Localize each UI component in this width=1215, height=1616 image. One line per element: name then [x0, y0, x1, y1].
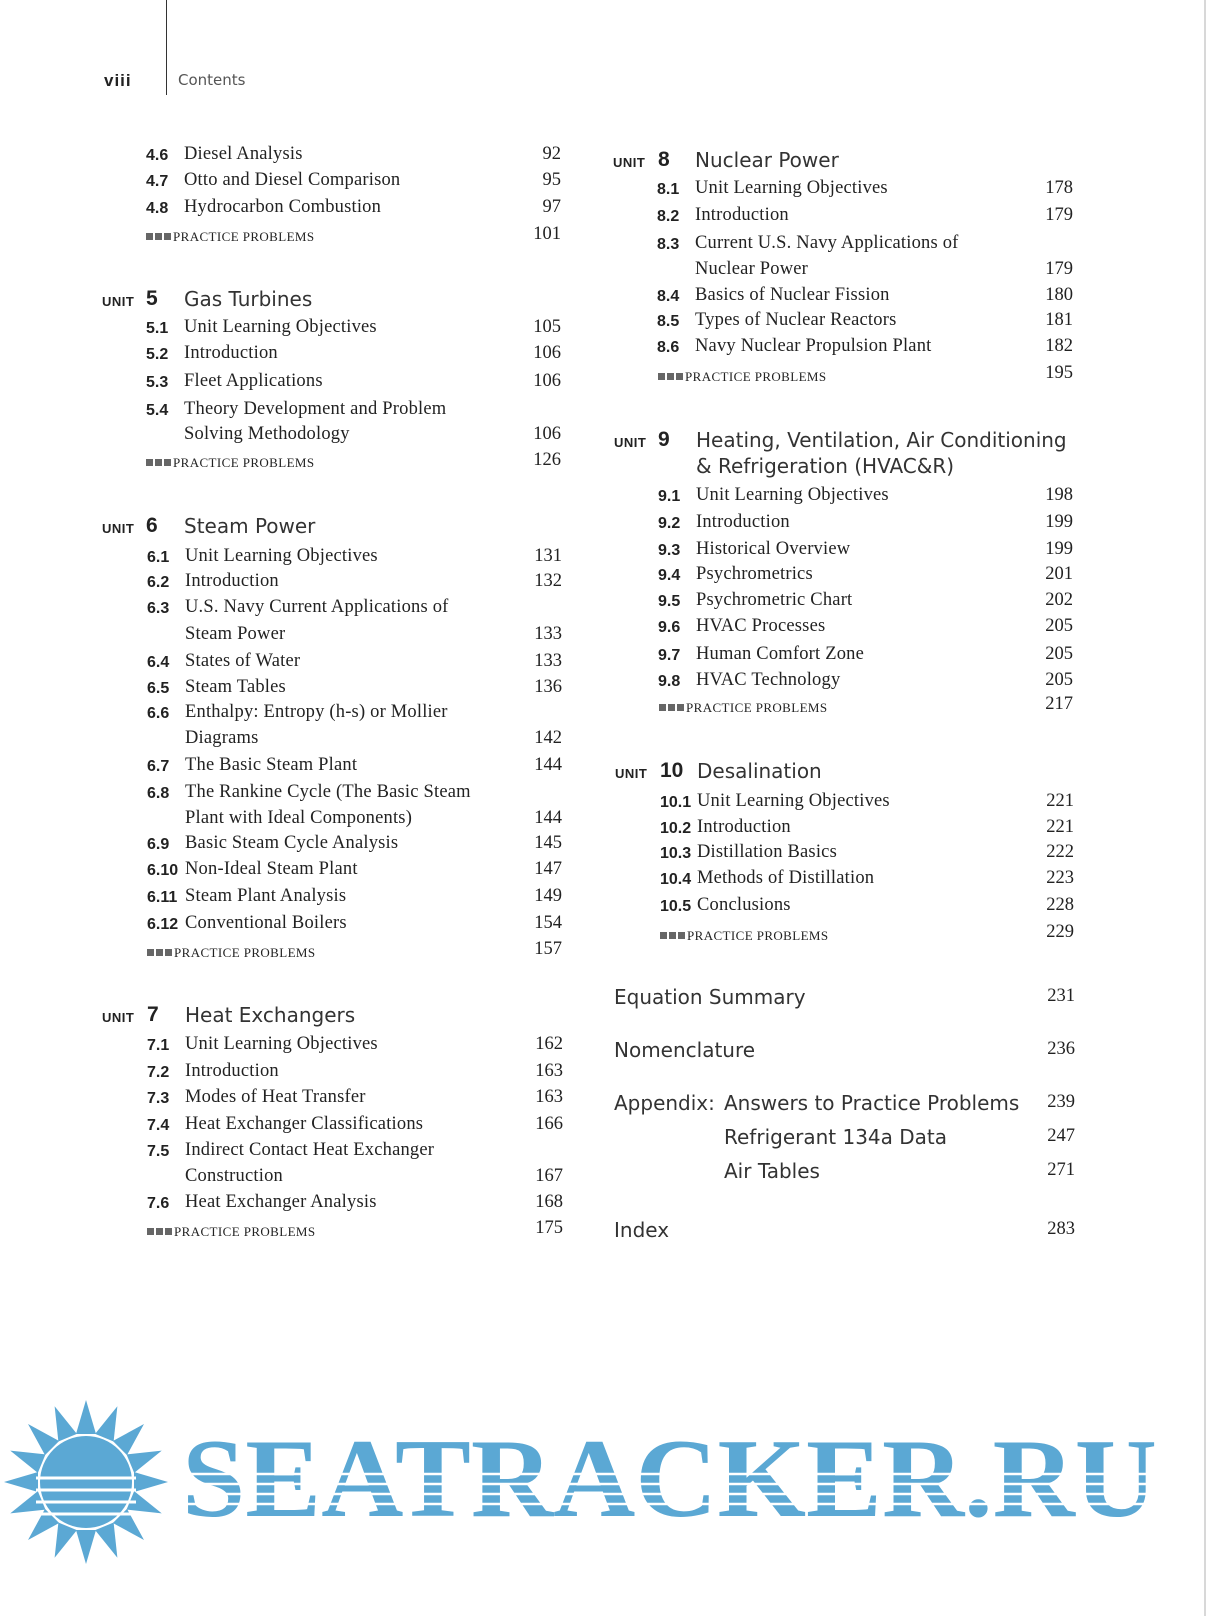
- section-title[interactable]: Hydrocarbon Combustion: [184, 197, 382, 217]
- section-title[interactable]: Psychrometric Chart: [696, 590, 853, 610]
- section-page: 178: [1045, 178, 1073, 198]
- section-page: 132: [534, 571, 562, 591]
- section-title[interactable]: Steam Tables: [185, 677, 286, 697]
- section-title[interactable]: Fleet Applications: [184, 371, 323, 391]
- practice-page: 157: [534, 939, 562, 959]
- section-title[interactable]: Psychrometrics: [696, 564, 813, 584]
- section-number: 8.2: [657, 208, 680, 225]
- nomenclature-page: 236: [1047, 1039, 1075, 1059]
- section-number: 4.6: [146, 147, 169, 164]
- unit-tag: UNIT: [102, 294, 135, 309]
- section-page: 168: [535, 1192, 563, 1212]
- section-number: 6.11: [147, 889, 178, 906]
- equation-summary-link[interactable]: Equation Summary: [614, 985, 806, 1009]
- section-title-cont[interactable]: Nuclear Power: [695, 259, 809, 279]
- section-number: 10.2: [660, 820, 692, 837]
- section-number: 6.9: [147, 836, 170, 853]
- section-title[interactable]: Introduction: [696, 512, 790, 532]
- section-number: 10.3: [660, 845, 692, 862]
- section-page: 142: [534, 728, 562, 748]
- section-page: 205: [1045, 670, 1073, 690]
- section-page: 145: [534, 833, 562, 853]
- section-page: 221: [1046, 817, 1074, 837]
- section-title[interactable]: Unit Learning Objectives: [184, 317, 377, 337]
- practice-problems[interactable]: [660, 928, 829, 944]
- section-page: 106: [533, 343, 561, 363]
- practice-label: PRACTICE PROBLEMS: [687, 928, 829, 943]
- equation-summary-page: 231: [1047, 986, 1075, 1006]
- section-number: 6.1: [147, 549, 170, 566]
- section-number: 7.1: [147, 1037, 170, 1054]
- section-page: 162: [535, 1034, 563, 1054]
- appendix-page: 271: [1047, 1160, 1075, 1180]
- practice-problems[interactable]: [146, 229, 315, 245]
- practice-problems[interactable]: [147, 1224, 316, 1240]
- section-number: 9.6: [658, 619, 681, 636]
- unit-number: 7: [147, 1003, 159, 1026]
- appendix-item[interactable]: Air Tables: [724, 1159, 820, 1183]
- header-rule: [166, 0, 167, 95]
- section-page: 179: [1045, 205, 1073, 225]
- index-link[interactable]: Index: [614, 1218, 670, 1242]
- section-number: 6.5: [147, 680, 170, 697]
- section-page: 133: [534, 651, 562, 671]
- section-title[interactable]: Steam Plant Analysis: [185, 886, 347, 906]
- section-title[interactable]: Current U.S. Navy Applications of: [695, 233, 959, 253]
- section-number: 8.4: [657, 288, 680, 305]
- section-number: 5.2: [146, 346, 169, 363]
- unit-tag: UNIT: [614, 435, 647, 450]
- watermark: [0, 1386, 1215, 1586]
- sun-burst-icon: [4, 1400, 168, 1564]
- section-number: 6.10: [147, 862, 179, 879]
- section-title[interactable]: The Basic Steam Plant: [185, 755, 358, 775]
- section-title[interactable]: Heat Exchanger Analysis: [185, 1192, 377, 1212]
- section-title[interactable]: Otto and Diesel Comparison: [184, 170, 401, 190]
- appendix-label: Appendix:: [614, 1091, 715, 1115]
- section-title[interactable]: Historical Overview: [696, 539, 851, 559]
- page-edge: [1204, 0, 1206, 1616]
- section-number: 7.2: [147, 1064, 170, 1081]
- section-number: 10.1: [660, 794, 692, 811]
- section-title[interactable]: The Rankine Cycle (The Basic Steam: [185, 782, 471, 802]
- section-title[interactable]: Unit Learning Objectives: [185, 546, 378, 566]
- unit-tag: UNIT: [102, 521, 135, 536]
- section-page: 147: [534, 859, 562, 879]
- section-page: 163: [535, 1087, 563, 1107]
- practice-page: 126: [533, 450, 561, 470]
- section-page: 163: [535, 1061, 563, 1081]
- section-number: 4.8: [146, 200, 169, 217]
- unit-title[interactable]: Nuclear Power: [695, 148, 839, 172]
- section-number: 9.7: [658, 647, 681, 664]
- section-page: 201: [1045, 564, 1073, 584]
- section-number: 7.6: [147, 1195, 170, 1212]
- unit-number: 6: [146, 514, 158, 537]
- section-page: 167: [535, 1166, 563, 1186]
- section-title[interactable]: Conventional Boilers: [185, 913, 347, 933]
- section-title[interactable]: Introduction: [185, 571, 279, 591]
- unit-tag: UNIT: [613, 155, 646, 170]
- section-page: 199: [1045, 512, 1073, 532]
- practice-problems[interactable]: [146, 455, 315, 471]
- section-title[interactable]: Basic Steam Cycle Analysis: [185, 833, 399, 853]
- section-number: 6.7: [147, 758, 170, 775]
- section-page: 131: [534, 546, 562, 566]
- section-title[interactable]: Introduction: [697, 817, 791, 837]
- practice-problems[interactable]: [658, 369, 827, 385]
- section-number: 7.4: [147, 1117, 170, 1134]
- watermark-text: SEATRACKER.RU: [182, 1417, 1157, 1541]
- section-page: 136: [534, 677, 562, 697]
- section-title[interactable]: Unit Learning Objectives: [696, 485, 889, 505]
- section-page: 97: [542, 197, 561, 217]
- section-number: 7.3: [147, 1090, 170, 1107]
- section-title[interactable]: U.S. Navy Current Applications of: [185, 597, 449, 617]
- section-page: 228: [1046, 895, 1074, 915]
- section-page: 223: [1046, 868, 1074, 888]
- section-title[interactable]: Navy Nuclear Propulsion Plant: [695, 336, 932, 356]
- section-title[interactable]: States of Water: [185, 651, 301, 671]
- section-page: 166: [535, 1114, 563, 1134]
- practice-label: PRACTICE PROBLEMS: [173, 455, 315, 470]
- section-page: 179: [1045, 259, 1073, 279]
- unit-title[interactable]: Heating, Ventilation, Air Conditioning: [696, 428, 1067, 452]
- section-title-cont[interactable]: Steam Power: [185, 624, 286, 644]
- section-number: 6.3: [147, 600, 170, 617]
- unit-title[interactable]: Heat Exchangers: [185, 1003, 356, 1027]
- section-page: 222: [1046, 842, 1074, 862]
- nomenclature-link[interactable]: Nomenclature: [614, 1038, 756, 1062]
- section-page: 154: [534, 913, 562, 933]
- section-title[interactable]: HVAC Technology: [696, 670, 841, 690]
- section-title[interactable]: Distillation Basics: [697, 842, 837, 862]
- practice-page: 217: [1045, 694, 1073, 714]
- section-title[interactable]: Enthalpy: Entropy (h-s) or Mollier: [185, 702, 448, 722]
- section-number: 9.1: [658, 488, 681, 505]
- section-number: 8.6: [657, 339, 680, 356]
- section-number: 6.8: [147, 785, 170, 802]
- section-title[interactable]: Introduction: [695, 205, 789, 225]
- appendix-item[interactable]: Answers to Practice Problems: [724, 1091, 1020, 1115]
- section-number: 5.3: [146, 374, 169, 391]
- section-page: 205: [1045, 616, 1073, 636]
- section-page: 95: [542, 170, 561, 190]
- section-number: 6.12: [147, 916, 179, 933]
- section-title[interactable]: Theory Development and Problem: [184, 399, 447, 419]
- unit-tag: UNIT: [615, 766, 648, 781]
- section-page: 182: [1045, 336, 1073, 356]
- section-title-cont[interactable]: Solving Methodology: [184, 424, 350, 444]
- section-title-cont[interactable]: Construction: [185, 1166, 283, 1186]
- section-number: 10.4: [660, 871, 692, 888]
- section-number: 7.5: [147, 1143, 170, 1160]
- section-title[interactable]: Conclusions: [697, 895, 791, 915]
- section-title[interactable]: Basics of Nuclear Fission: [695, 285, 890, 305]
- section-title[interactable]: Heat Exchanger Classifications: [185, 1114, 424, 1134]
- unit-title[interactable]: Gas Turbines: [184, 287, 313, 311]
- section-title[interactable]: Types of Nuclear Reactors: [695, 310, 897, 330]
- section-page: 199: [1045, 539, 1073, 559]
- section-title[interactable]: Human Comfort Zone: [696, 644, 865, 664]
- section-page: 92: [542, 144, 561, 164]
- section-number: 6.2: [147, 574, 170, 591]
- section-number: 9.3: [658, 542, 681, 559]
- unit-number: 8: [658, 148, 670, 171]
- section-number: 5.4: [146, 402, 169, 419]
- page-number: viii: [104, 71, 132, 90]
- practice-problems[interactable]: [147, 945, 316, 961]
- section-page: 106: [533, 371, 561, 391]
- unit-tag: UNIT: [102, 1010, 135, 1025]
- unit-number: 10: [660, 759, 684, 782]
- practice-label: PRACTICE PROBLEMS: [174, 945, 316, 960]
- practice-label: PRACTICE PROBLEMS: [173, 229, 315, 244]
- section-title[interactable]: Indirect Contact Heat Exchanger: [185, 1140, 435, 1160]
- section-page: 181: [1045, 310, 1073, 330]
- section-title[interactable]: Introduction: [184, 343, 278, 363]
- section-title[interactable]: Non-Ideal Steam Plant: [185, 859, 358, 879]
- section-title[interactable]: Unit Learning Objectives: [695, 178, 888, 198]
- section-page: 221: [1046, 791, 1074, 811]
- section-number: 9.2: [658, 515, 681, 532]
- practice-label: PRACTICE PROBLEMS: [685, 369, 827, 384]
- appendix-page: 247: [1047, 1126, 1075, 1146]
- section-number: 6.6: [147, 705, 170, 722]
- section-number: 9.4: [658, 567, 681, 584]
- practice-label: PRACTICE PROBLEMS: [686, 700, 828, 715]
- practice-page: 229: [1046, 922, 1074, 942]
- section-page: 105: [533, 317, 561, 337]
- section-number: 8.3: [657, 236, 680, 253]
- section-title[interactable]: Unit Learning Objectives: [185, 1034, 378, 1054]
- section-page: 144: [534, 755, 562, 775]
- section-page: 149: [534, 886, 562, 906]
- practice-problems[interactable]: [659, 700, 828, 716]
- section-page: 198: [1045, 485, 1073, 505]
- section-number: 10.5: [660, 898, 692, 915]
- section-number: 8.5: [657, 313, 680, 330]
- section-title[interactable]: Modes of Heat Transfer: [185, 1087, 366, 1107]
- practice-page: 101: [533, 224, 561, 244]
- running-head: Contents: [178, 71, 246, 89]
- section-page: 106: [533, 424, 561, 444]
- section-number: 9.8: [658, 673, 681, 690]
- section-number: 8.1: [657, 181, 680, 198]
- section-title-cont[interactable]: Diagrams: [185, 728, 259, 748]
- practice-page: 175: [535, 1218, 563, 1238]
- section-page: 133: [534, 624, 562, 644]
- section-title-cont[interactable]: Plant with Ideal Components): [185, 808, 413, 828]
- unit-title-cont[interactable]: & Refrigeration (HVAC&R): [696, 454, 955, 478]
- practice-label: PRACTICE PROBLEMS: [174, 1224, 316, 1239]
- section-title[interactable]: Introduction: [185, 1061, 279, 1081]
- section-page: 180: [1045, 285, 1073, 305]
- unit-title[interactable]: Desalination: [697, 759, 822, 783]
- section-title[interactable]: Unit Learning Objectives: [697, 791, 890, 811]
- unit-title[interactable]: Steam Power: [184, 514, 316, 538]
- section-page: 144: [534, 808, 562, 828]
- unit-number: 9: [658, 428, 670, 451]
- index-page: 283: [1047, 1219, 1075, 1239]
- unit-number: 5: [146, 287, 158, 310]
- section-page: 202: [1045, 590, 1073, 610]
- section-number: 5.1: [146, 320, 169, 337]
- section-title[interactable]: Methods of Distillation: [697, 868, 875, 888]
- appendix-page: 239: [1047, 1092, 1075, 1112]
- appendix-item[interactable]: Refrigerant 134a Data: [724, 1125, 948, 1149]
- section-number: 6.4: [147, 654, 170, 671]
- section-page: 205: [1045, 644, 1073, 664]
- section-number: 9.5: [658, 593, 681, 610]
- practice-page: 195: [1045, 363, 1073, 383]
- section-title[interactable]: Diesel Analysis: [184, 144, 303, 164]
- section-number: 4.7: [146, 173, 169, 190]
- section-title[interactable]: HVAC Processes: [696, 616, 826, 636]
